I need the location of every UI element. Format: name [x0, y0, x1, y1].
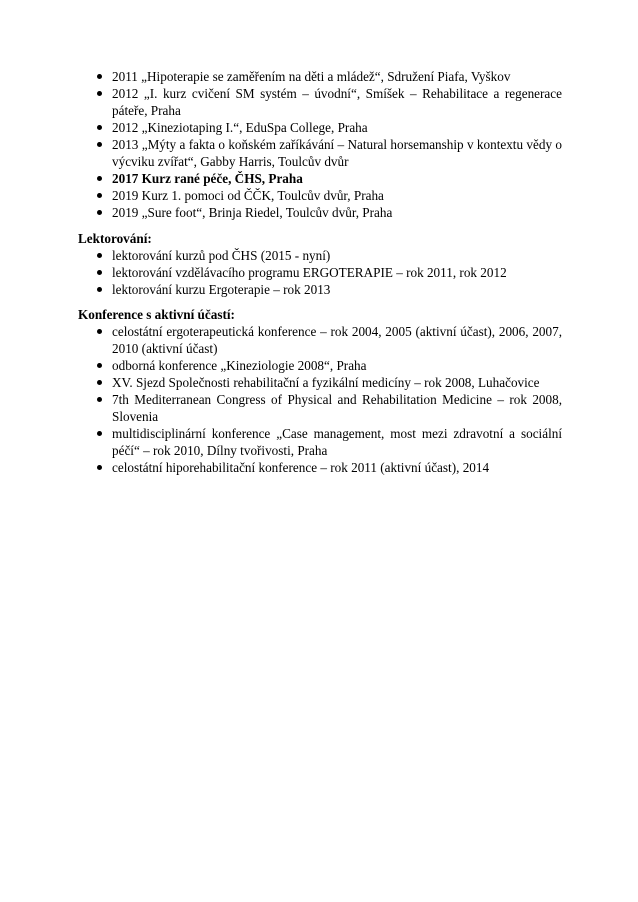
- lecturing-list: [78, 247, 562, 298]
- bullet-icon: [97, 397, 102, 402]
- bullet-icon: [97, 91, 102, 96]
- lecturing-section: [78, 230, 562, 298]
- list-item: lektorování kurzů pod ČHS (2015 - nyní): [78, 247, 562, 264]
- bullet-icon: [97, 74, 102, 79]
- conferences-section: [78, 306, 562, 476]
- section-heading: Lektorování:: [78, 231, 152, 246]
- list-item: odborná konference „Kineziologie 2008“, Praha: [78, 357, 562, 374]
- bullet-icon: [97, 329, 102, 334]
- list-item: multidisciplinární konference „Case management, most mezi zdravotní a sociální péčí“ – rok 2010, Dílny tvořivosti, Praha: [78, 425, 562, 459]
- list-item: lektorování kurzu Ergoterapie – rok 2013: [78, 281, 562, 298]
- list-item: 2012 „I. kurz cvičení SM systém – úvodní“, Smíšek – Rehabilitace a regenerace páteře, Praha: [78, 85, 562, 119]
- list-item-highlighted: 2017 Kurz rané péče, ČHS, Praha: [78, 170, 562, 187]
- courses-list: [78, 68, 562, 221]
- list-item: XV. Sjezd Společnosti rehabilitační a fyzikální medicíny – rok 2008, Luhačovice: [78, 374, 562, 391]
- list-item: 2012 „Kineziotaping I.“, EduSpa College, Praha: [78, 119, 562, 136]
- list-item: 2019 „Sure foot“, Brinja Riedel, Toulcův dvůr, Praha: [78, 204, 562, 221]
- bullet-icon: [97, 363, 102, 368]
- list-item: lektorování vzdělávacího programu ERGOTERAPIE – rok 2011, rok 2012: [78, 264, 562, 281]
- bullet-icon: [97, 287, 102, 292]
- courses-section: [78, 68, 562, 221]
- list-item: 7th Mediterranean Congress of Physical and Rehabilitation Medicine – rok 2008, Slovenia: [78, 391, 562, 425]
- bullet-icon: [97, 142, 102, 147]
- bullet-icon: [97, 380, 102, 385]
- bullet-icon: [97, 125, 102, 130]
- list-item: 2013 „Mýty a fakta o koňském zaříkávání – Natural horsemanship v kontextu vědy o výcviku zvířat“, Gabby Harris, Toulcův dvůr: [78, 136, 562, 170]
- bullet-icon: [97, 270, 102, 275]
- list-item: celostátní ergoterapeutická konference – rok 2004, 2005 (aktivní účast), 2006, 2007, 2010 (aktivní účast): [78, 323, 562, 357]
- section-heading: Konference s aktivní účastí:: [78, 307, 235, 322]
- bullet-icon: [97, 176, 102, 181]
- bullet-icon: [97, 193, 102, 198]
- bullet-icon: [97, 253, 102, 258]
- bullet-icon: [97, 431, 102, 436]
- list-item: celostátní hiporehabilitační konference – rok 2011 (aktivní účast), 2014: [78, 459, 562, 476]
- list-item: 2019 Kurz 1. pomoci od ČČK, Toulcův dvůr, Praha: [78, 187, 562, 204]
- conferences-list: [78, 323, 562, 476]
- list-item: 2011 „Hipoterapie se zaměřením na děti a mládež“, Sdružení Piafa, Vyškov: [78, 68, 562, 85]
- bullet-icon: [97, 465, 102, 470]
- bullet-icon: [97, 210, 102, 215]
